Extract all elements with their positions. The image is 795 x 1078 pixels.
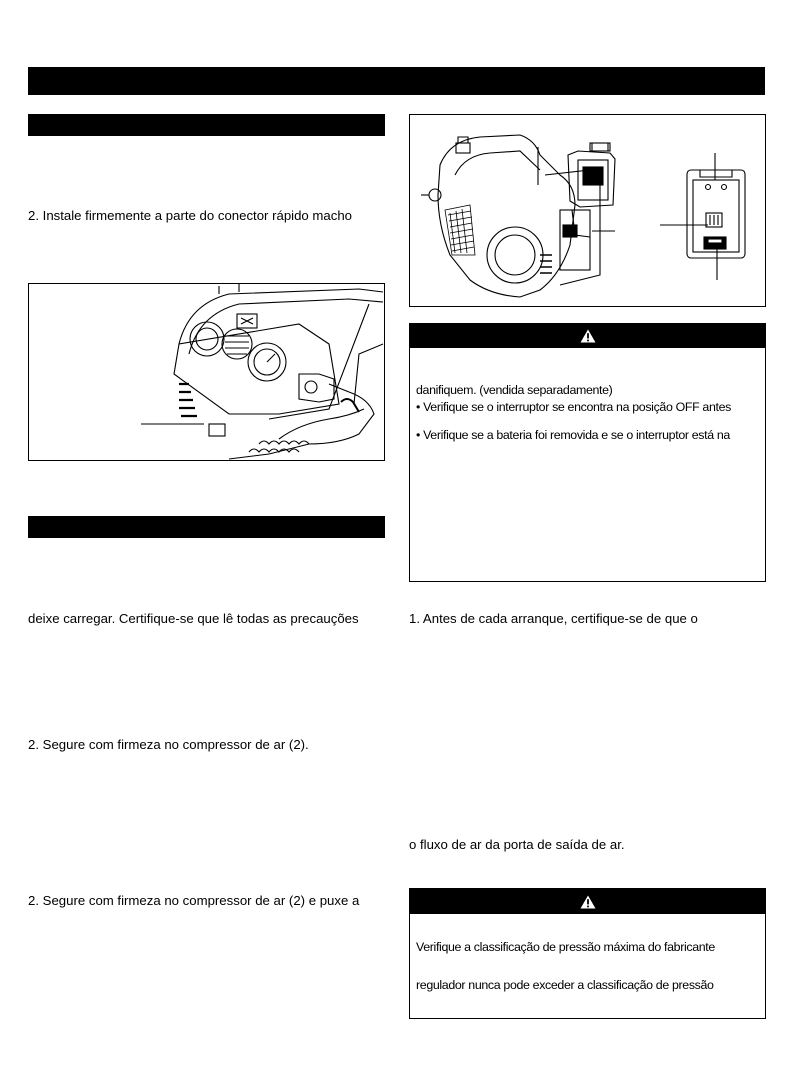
battery-install-illustration (409, 114, 766, 307)
warning-1-line-3: • Verifique se a bateria foi removida e se o interruptor está na (416, 428, 730, 442)
warning-box-1 (409, 323, 766, 582)
left-text-2: deixe carregar. Certifique-se que lê todas as precauções (28, 611, 359, 626)
warning-triangle-icon (580, 895, 596, 909)
warning-box-2 (409, 888, 766, 1019)
compressor-front-drawing (29, 284, 384, 460)
warning-triangle-icon (580, 329, 596, 343)
warning-1-line-1: danifiquem. (vendida separadamente) (416, 383, 613, 397)
compressor-battery-drawing (410, 115, 765, 306)
section-header-bar-1 (28, 114, 385, 136)
right-text-2: o fluxo de ar da porta de saída de ar. (409, 837, 625, 852)
left-text-1: 2. Instale firmemente a parte do conector rápido macho (28, 208, 353, 223)
warning-2-line-2: regulador nunca pode exceder a classificação de pressão (416, 978, 714, 992)
left-text-3: 2. Segure com firmeza no compressor de ar (2). (28, 737, 309, 752)
right-text-1: 1. Antes de cada arranque, certifique-se de que o (409, 611, 698, 626)
warning-2-line-1: Verifique a classificação de pressão máxima do fabricante (416, 940, 715, 954)
page-header-bar (28, 67, 765, 95)
left-text-4: 2. Segure com firmeza no compressor de ar (2) e puxe a (28, 893, 360, 908)
section-header-bar-2 (28, 516, 385, 538)
warning-header-1 (410, 324, 765, 348)
warning-1-line-2: • Verifique se o interruptor se encontra na posição OFF antes (416, 400, 731, 414)
quick-connector-illustration (28, 283, 385, 461)
warning-header-2 (410, 889, 765, 914)
